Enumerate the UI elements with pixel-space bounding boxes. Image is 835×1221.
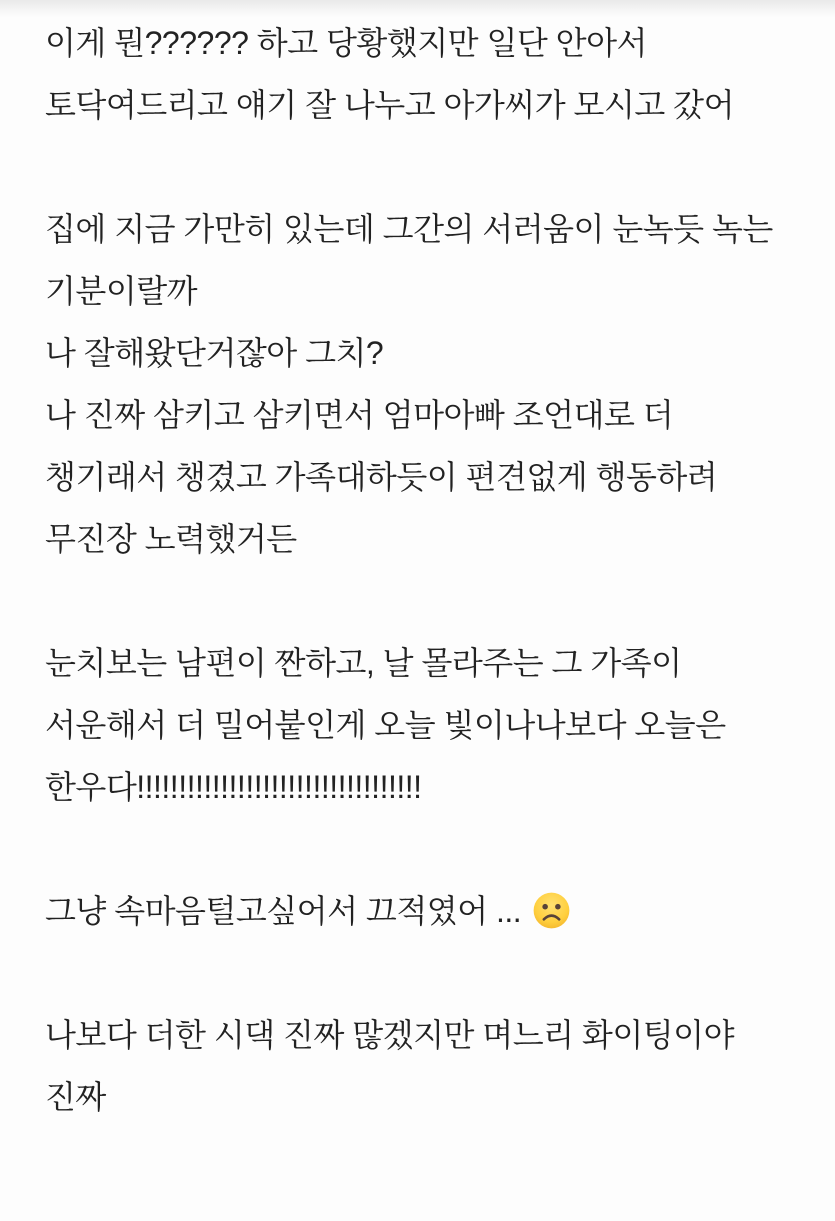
post-line-text: 서운해서 더 밀어붙인게 오늘 빛이나나보다 오늘은 bbox=[45, 707, 726, 743]
post-line bbox=[45, 446, 805, 508]
post-paragraph bbox=[45, 198, 805, 570]
frowning-face-emoji bbox=[533, 892, 570, 929]
post-line bbox=[45, 694, 805, 756]
post-line-text: 눈치보는 남편이 짠하고, 날 몰라주는 그 가족이 bbox=[45, 645, 682, 681]
post-line-text: 무진장 노력했거든 bbox=[45, 521, 297, 557]
post-line bbox=[45, 384, 805, 446]
post-content bbox=[45, 12, 805, 1190]
post-line bbox=[45, 508, 805, 570]
post-paragraph bbox=[45, 880, 805, 942]
post-line-text: 토닥여드리고 얘기 잘 나누고 아가씨가 모시고 갔어 bbox=[45, 87, 734, 123]
post-line-text: 나 잘해왔단거잖아 그치? bbox=[45, 335, 384, 371]
post-line-text: 그냥 속마음털고싶어서 끄적였어 ... bbox=[45, 893, 522, 929]
post-line bbox=[45, 1004, 805, 1066]
post-line bbox=[45, 12, 805, 74]
post-line-text: 집에 지금 가만히 있는데 그간의 서러움이 눈녹듯 녹는 bbox=[45, 211, 773, 247]
post-line-text: 이게 뭔?????? 하고 당황했지만 일단 안아서 bbox=[45, 25, 647, 61]
post-line bbox=[45, 756, 805, 818]
post-line bbox=[45, 632, 805, 694]
post-line-text: 나보다 더한 시댁 진짜 많겠지만 며느리 화이팅이야 bbox=[45, 1017, 734, 1053]
post-paragraph bbox=[45, 1004, 805, 1128]
post-line bbox=[45, 198, 805, 260]
post-paragraph bbox=[45, 632, 805, 818]
post-line bbox=[45, 322, 805, 384]
post-line-text: 한우다!!!!!!!!!!!!!!!!!!!!!!!!!!!!!!!!!! bbox=[45, 769, 422, 805]
post-line bbox=[45, 1066, 805, 1128]
post-line-text: 기분이랄까 bbox=[45, 273, 198, 309]
post-line bbox=[45, 74, 805, 136]
post-line bbox=[45, 880, 805, 942]
post-paragraph bbox=[45, 12, 805, 136]
post-line-text: 진짜 bbox=[45, 1079, 106, 1115]
post-line bbox=[45, 260, 805, 322]
post-line-text: 챙기래서 챙겼고 가족대하듯이 편견없게 행동하려 bbox=[45, 459, 718, 495]
post-line-text: 나 진짜 삼키고 삼키면서 엄마아빠 조언대로 더 bbox=[45, 397, 674, 433]
